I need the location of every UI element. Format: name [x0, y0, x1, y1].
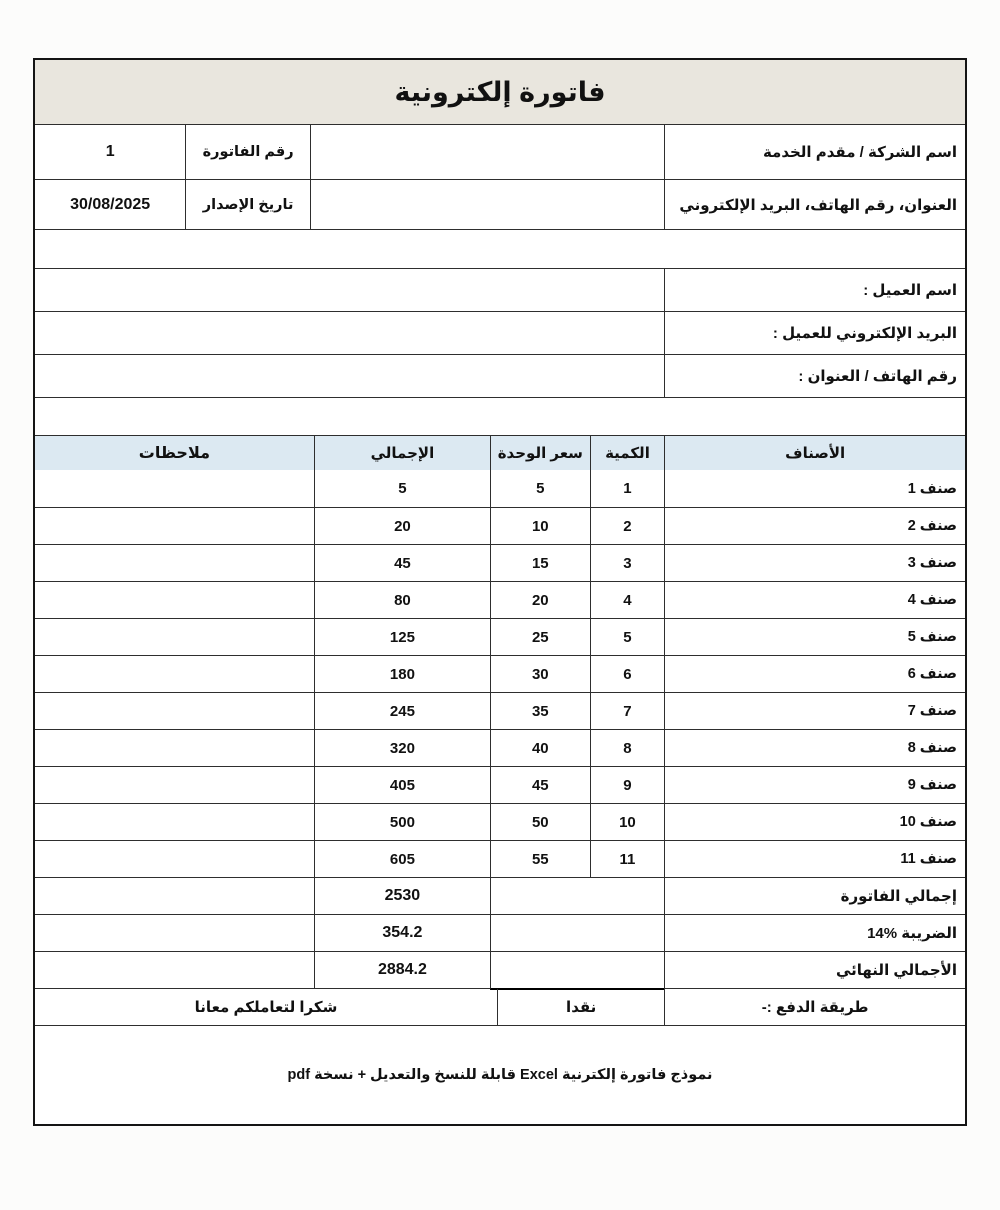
item-qty-cell: 1: [590, 470, 665, 507]
invoice-title: فاتورة إلكترونية: [394, 76, 606, 107]
info-row-company: [35, 124, 965, 179]
invoice-number-label: رقم الفاتورة: [185, 125, 309, 179]
invoice-document: [33, 58, 967, 1126]
item-qty-cell: 5: [590, 619, 665, 655]
address-field[interactable]: [310, 180, 664, 229]
empty-cell: [35, 952, 314, 988]
table-row: [35, 692, 965, 729]
customer-name-label: اسم العميل :: [664, 269, 965, 311]
spacer-row-top: [35, 229, 965, 268]
item-notes-cell[interactable]: [35, 693, 314, 729]
thanks-message: شكرا لتعاملكم معانا: [194, 999, 338, 1016]
item-name-cell: صنف 3: [664, 545, 965, 581]
customer-name-row: [35, 268, 965, 311]
table-row: [35, 655, 965, 692]
item-total-cell: 125: [314, 619, 490, 655]
item-total-cell: 320: [314, 730, 490, 766]
item-unit-price-cell: 55: [490, 841, 590, 877]
table-row: [35, 840, 965, 877]
company-label: اسم الشركة / مقدم الخدمة: [664, 125, 965, 179]
item-total-cell: 20: [314, 508, 490, 544]
item-name-cell: صنف 9: [664, 767, 965, 803]
spacer-row-mid: [35, 397, 965, 435]
empty-cell: [490, 878, 664, 914]
header-notes: ملاحظات: [138, 445, 211, 462]
item-qty-cell: 2: [590, 508, 665, 544]
item-name-cell: صنف 1: [664, 470, 965, 507]
payment-row: [35, 988, 965, 1025]
final-total-label: الأجمالي النهائي: [664, 952, 965, 988]
empty-cell: [490, 952, 664, 990]
item-unit-price-cell: 15: [490, 545, 590, 581]
header-qty: الكمية: [590, 436, 665, 470]
invoice-number-value[interactable]: 1: [105, 143, 115, 160]
final-total-row: [35, 951, 965, 988]
table-row: [35, 581, 965, 618]
table-row: [35, 803, 965, 840]
item-qty-cell: 4: [590, 582, 665, 618]
item-notes-cell[interactable]: [35, 767, 314, 803]
item-name-cell: صنف 4: [664, 582, 965, 618]
address-label: العنوان، رقم الهاتف، البريد الإلكتروني: [664, 180, 965, 229]
items-rows: [35, 470, 965, 877]
issue-date-value[interactable]: 30/08/2025: [70, 195, 151, 213]
item-notes-cell[interactable]: [35, 730, 314, 766]
item-qty-cell: 3: [590, 545, 665, 581]
customer-phone-row: [35, 354, 965, 397]
item-notes-cell[interactable]: [35, 470, 314, 507]
table-row: [35, 729, 965, 766]
item-unit-price-cell: 50: [490, 804, 590, 840]
customer-email-row: [35, 311, 965, 354]
table-row: [35, 544, 965, 581]
final-total-value: 2884.2: [314, 952, 490, 988]
item-notes-cell[interactable]: [35, 656, 314, 692]
customer-phone-label: رقم الهاتف / العنوان :: [664, 355, 965, 397]
item-total-cell: 605: [314, 841, 490, 877]
item-total-cell: 45: [314, 545, 490, 581]
header-items: الأصناف: [664, 436, 965, 470]
spacer-cell: [35, 230, 965, 268]
item-qty-cell: 6: [590, 656, 665, 692]
customer-email-label: البريد الإلكتروني للعميل :: [664, 312, 965, 354]
item-total-cell: 5: [314, 470, 490, 507]
spacer-cell: [35, 398, 965, 435]
payment-method-value[interactable]: نقدا: [497, 989, 664, 1025]
item-total-cell: 500: [314, 804, 490, 840]
title-row: [35, 60, 965, 124]
invoice-total-row: [35, 877, 965, 914]
table-row: [35, 470, 965, 507]
item-notes-cell[interactable]: [35, 508, 314, 544]
item-total-cell: 405: [314, 767, 490, 803]
item-qty-cell: 10: [590, 804, 665, 840]
table-row: [35, 507, 965, 544]
empty-cell: [35, 878, 314, 914]
empty-cell: [35, 915, 314, 951]
table-row: [35, 766, 965, 803]
customer-name-field[interactable]: [35, 269, 664, 311]
item-total-cell: 80: [314, 582, 490, 618]
item-qty-cell: 7: [590, 693, 665, 729]
item-unit-price-cell: 10: [490, 508, 590, 544]
item-notes-cell[interactable]: [35, 582, 314, 618]
item-unit-price-cell: 40: [490, 730, 590, 766]
table-row: [35, 618, 965, 655]
item-unit-price-cell: 25: [490, 619, 590, 655]
item-notes-cell[interactable]: [35, 545, 314, 581]
item-total-cell: 245: [314, 693, 490, 729]
tax-label: الضريبة %14: [664, 915, 965, 951]
item-name-cell: صنف 10: [664, 804, 965, 840]
empty-cell: [490, 915, 664, 951]
footer-row: [35, 1025, 965, 1124]
customer-phone-field[interactable]: [35, 355, 664, 397]
item-name-cell: صنف 2: [664, 508, 965, 544]
invoice-total-label: إجمالي الفاتورة: [664, 878, 965, 914]
header-unit-price: سعر الوحدة: [490, 436, 590, 470]
item-unit-price-cell: 20: [490, 582, 590, 618]
customer-email-field[interactable]: [35, 312, 664, 354]
item-name-cell: صنف 6: [664, 656, 965, 692]
item-notes-cell[interactable]: [35, 619, 314, 655]
info-row-address: [35, 179, 965, 229]
item-name-cell: صنف 7: [664, 693, 965, 729]
item-notes-cell[interactable]: [35, 841, 314, 877]
item-unit-price-cell: 35: [490, 693, 590, 729]
item-total-cell: 180: [314, 656, 490, 692]
item-name-cell: صنف 11: [664, 841, 965, 877]
item-qty-cell: 9: [590, 767, 665, 803]
item-name-cell: صنف 5: [664, 619, 965, 655]
tax-value: 354.2: [314, 915, 490, 951]
payment-method-label: طريقة الدفع :-: [664, 989, 965, 1025]
item-notes-cell[interactable]: [35, 804, 314, 840]
header-total: الإجمالي: [314, 436, 490, 470]
company-name-field[interactable]: [310, 125, 664, 179]
tax-row: [35, 914, 965, 951]
issue-date-label: تاريخ الإصدار: [185, 180, 309, 229]
item-unit-price-cell: 30: [490, 656, 590, 692]
item-unit-price-cell: 45: [490, 767, 590, 803]
item-qty-cell: 11: [590, 841, 665, 877]
footer-note: نموذج فاتورة إلكترنية Excel قابلة للنسخ والتعديل + نسخة pdf: [287, 1067, 713, 1083]
items-header-row: [35, 435, 965, 470]
item-qty-cell: 8: [590, 730, 665, 766]
item-name-cell: صنف 8: [664, 730, 965, 766]
item-unit-price-cell: 5: [490, 470, 590, 507]
invoice-total-value: 2530: [314, 878, 490, 914]
